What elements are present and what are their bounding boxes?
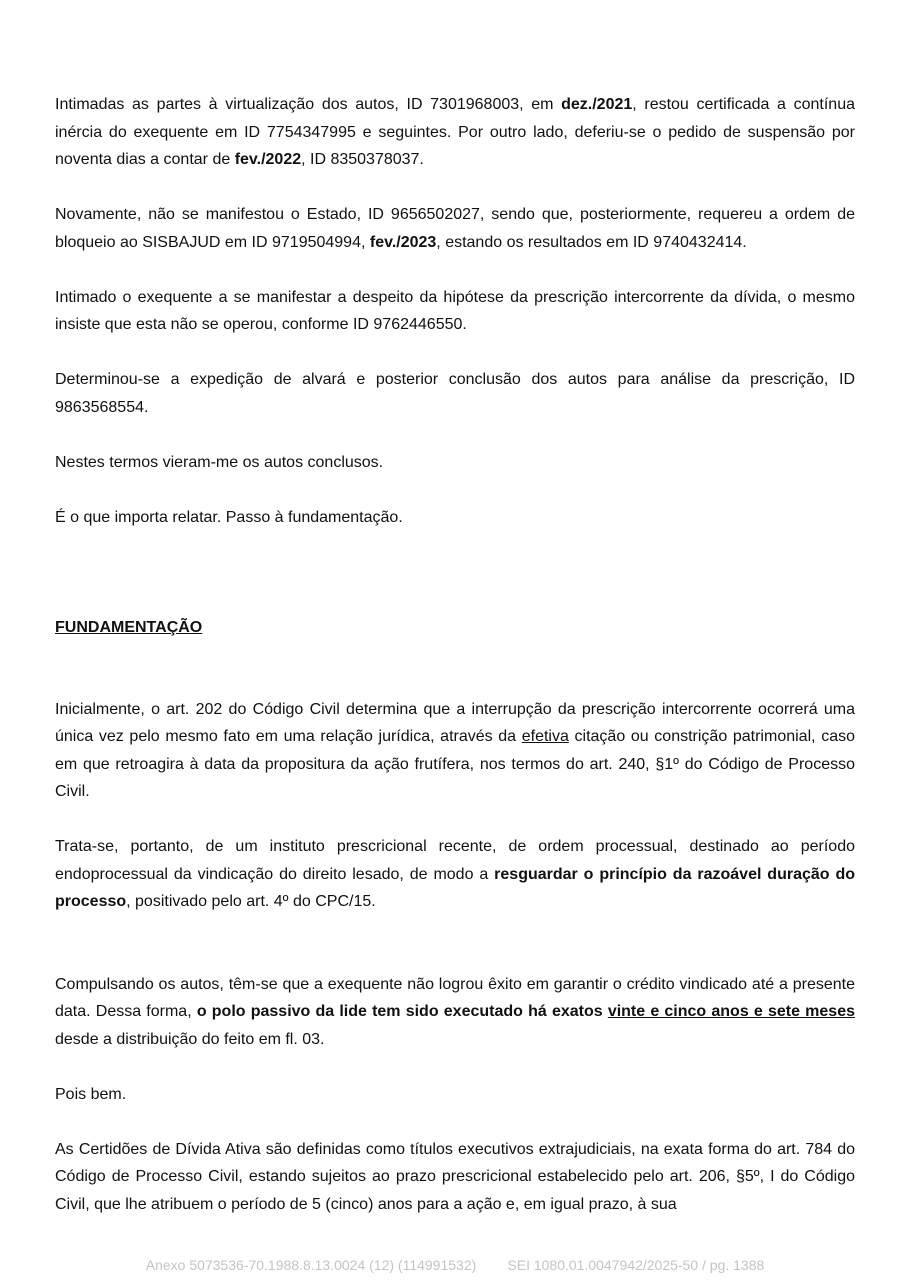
underlined-efetiva: efetiva bbox=[521, 728, 569, 745]
emphasis-polo-passivo: o polo passivo da lide tem sido executado há exatos bbox=[196, 1003, 608, 1020]
paragraph-instituto: Trata-se, portanto, de um instituto prescricional recente, de ordem processual, destinado ao período endoprocessual da vindicação do direito lesado, de modo a resguardar o princípio da razoável duração do processo, positivado pelo art. 4º do CPC/15. bbox=[55, 838, 856, 910]
document-body bbox=[55, 91, 855, 1218]
page-footer bbox=[0, 1257, 910, 1273]
date-fev-2023: fev./2023 bbox=[369, 233, 437, 251]
paragraph-virtualizacao: Intimadas as partes à virtualização dos autos, ID 7301968003, em dez./2021, restou certificada a contínua inércia do exequente em ID 7754347995 e seguintes. Por outro lado, deferiu-se o pedido de suspensão por noventa dias a contar de fev./2022, ID 8350378037. bbox=[55, 96, 855, 168]
section-heading: FUNDAMENTAÇÃO bbox=[55, 619, 203, 636]
paragraph-intimado: Intimado o exequente a se manifestar a despeito da hipótese da prescrição intercorrente da dívida, o mesmo insiste que esta não se operou, conforme ID 9762446550. bbox=[55, 288, 855, 333]
date-fev-2022: fev./2022 bbox=[234, 151, 302, 168]
paragraph-certidoes: As Certidões de Dívida Ativa são definidas como títulos executivos extrajudiciais, na exata forma do art. 784 do Código de Processo Civil, estando sujeitos ao prazo prescricional estabelecido pelo art. 206, §5º, I do Código Civil, que lhe atribuem o período de 5 (cinco) anos para a ação e, em igual prazo, à sua bbox=[55, 1140, 855, 1213]
paragraph-alvara: Determinou-se a expedição de alvará e posterior conclusão dos autos para análise da prescrição, ID 9863568554. bbox=[55, 371, 855, 416]
paragraph-relatar: É o que importa relatar. Passo à fundamentação. bbox=[55, 508, 403, 526]
paragraph-compulsando: Compulsando os autos, têm-se que a exequente não logrou êxito em garantir o crédito vindicado até a presente data. Dessa forma, o polo passivo da lide tem sido executado há exatos vinte e cinco anos e sete meses desde a distribuição do feito em fl. 03. bbox=[55, 975, 855, 1048]
paragraph-conclusos: Nestes termos vieram-me os autos conclusos. bbox=[55, 453, 384, 471]
paragraph-sisbajud: Novamente, não se manifestou o Estado, ID 9656502027, sendo que, posteriormente, requereu a ordem de bloqueio ao SISBAJUD em ID 9719504994, fev./2023, estando os resultados em ID 9740432414. bbox=[55, 206, 855, 251]
date-dez-2021: dez./2021 bbox=[561, 96, 633, 113]
footer-sei-page: SEI 1080.01.0047942/2025-50 / pg. 1388 bbox=[507, 1257, 765, 1273]
footer-annex-id: Anexo 5073536-70.1988.8.13.0024 (12) (114991532) bbox=[145, 1257, 477, 1273]
paragraph-art-202: Inicialmente, o art. 202 do Código Civil determina que a interrupção da prescrição intercorrente ocorrerá uma única vez pelo mesmo fato em uma relação jurídica, através da efetiva citação ou constrição patrimonial, caso em que retroagira à data da propositura da ação frutífera, nos termos do art. 240, §1º do Código de Processo Civil. bbox=[55, 700, 856, 800]
emphasis-vinte-e-cinco-anos: vinte e cinco anos e sete meses bbox=[607, 1003, 855, 1020]
paragraph-pois-bem: Pois bem. bbox=[55, 1085, 127, 1103]
emphasis-razoavel-duracao: resguardar o princípio da razoável duração do processo bbox=[55, 865, 856, 910]
